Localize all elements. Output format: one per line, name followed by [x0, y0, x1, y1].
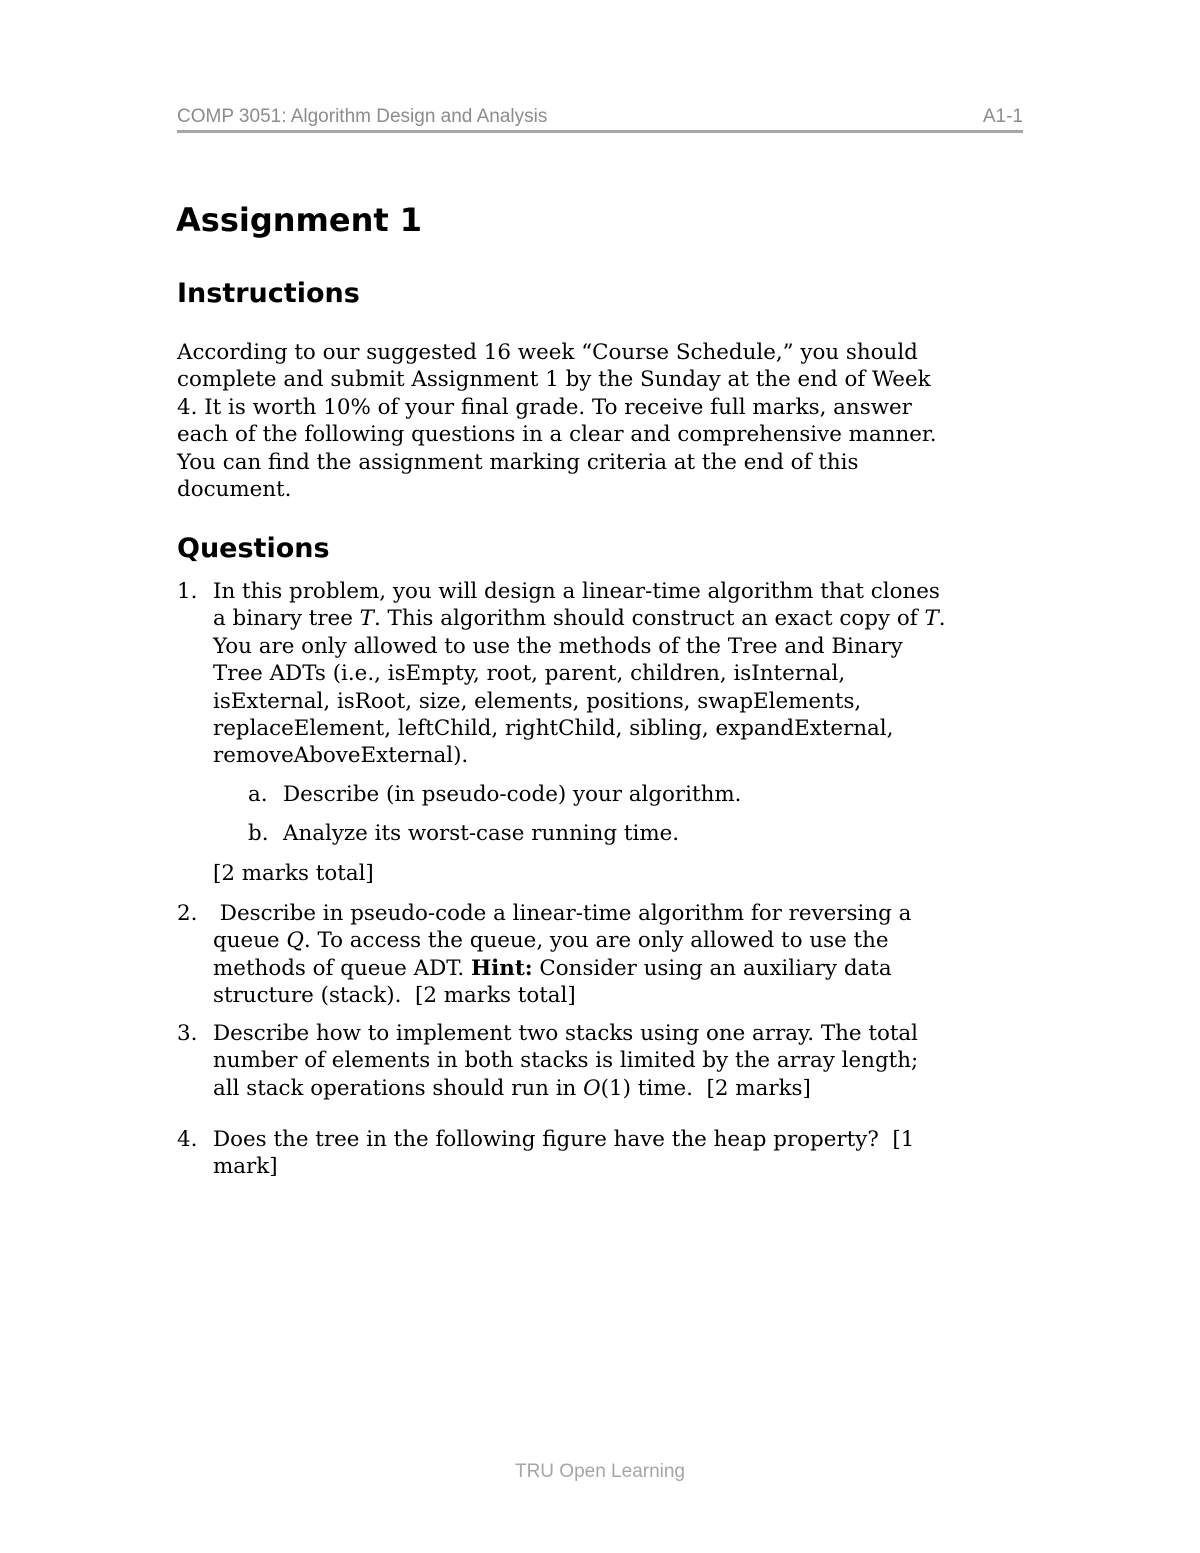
instructions-line: 4. It is worth 10% of your final grade. To receive full marks, answer: [177, 394, 912, 420]
page-title: Assignment 1: [176, 201, 423, 239]
big-o-symbol: O: [583, 1075, 601, 1101]
page-number: A1-1: [982, 106, 1023, 127]
question-4-text: Does the tree in the following figure have the heap property? [1 mark]: [213, 1127, 915, 1180]
hint-label: Hint:: [470, 955, 533, 981]
instructions-heading: Instructions: [177, 278, 360, 309]
question-3-text: Describe how to implement two stacks using one array. The total number of elements in both stacks is limited by the array length; all stack operations should run in O(1) time. [2 marks]: [213, 1021, 919, 1101]
question-1-marks: [2 marks total]: [213, 861, 374, 886]
page-header: [177, 106, 1023, 133]
question-2-number: 2.: [177, 901, 198, 926]
questions-heading: Questions: [177, 533, 330, 564]
question-4-number: 4.: [177, 1127, 198, 1152]
instructions-line: complete and submit Assignment 1 by the Sunday at the end of Week: [177, 367, 931, 393]
instructions-line: According to our suggested 16 week “Course Schedule,” you should: [177, 340, 918, 365]
page-footer: TRU Open Learning: [514, 1461, 686, 1482]
instructions-line: each of the following questions in a clear and comprehensive manner.: [177, 422, 937, 448]
tree-variable: T: [924, 606, 939, 632]
question-1b-label: b.: [248, 821, 269, 846]
instructions-line: You can find the assignment marking criteria at the end of this: [177, 449, 859, 475]
question-3-number: 3.: [177, 1021, 198, 1046]
course-title: COMP 3051: Algorithm Design and Analysis: [177, 106, 548, 127]
instructions-paragraph: [177, 339, 1023, 503]
question-1b-text: Analyze its worst-case running time.: [283, 821, 680, 846]
question-1-text: In this problem, you will design a linear-time algorithm that clones a binary tree T. This algorithm should construct an exact copy of T. You are only allowed to use the methods of the Tree and Binary Tree ADTs (i.e., isEmpty, root, parent, children, isInternal, isExternal, isRoot, size, elements, positions, swapElements, replaceElement, leftChild, rightChild, sibling, expandExternal, removeAboveExternal).: [213, 579, 946, 769]
question-2-text: Describe in pseudo-code a linear-time algorithm for reversing a queue Q. To access the queue, you are only allowed to use the methods of queue ADT. Hint: Consider using an auxiliary data structure (stack). [2 marks total]: [213, 901, 912, 1009]
tree-variable: T: [359, 606, 374, 632]
question-1a-text: Describe (in pseudo-code) your algorithm.: [283, 782, 742, 807]
question-1-number: 1.: [177, 579, 198, 604]
queue-variable: Q: [286, 928, 304, 954]
question-1a-label: a.: [248, 782, 268, 807]
instructions-line: document.: [177, 477, 292, 503]
